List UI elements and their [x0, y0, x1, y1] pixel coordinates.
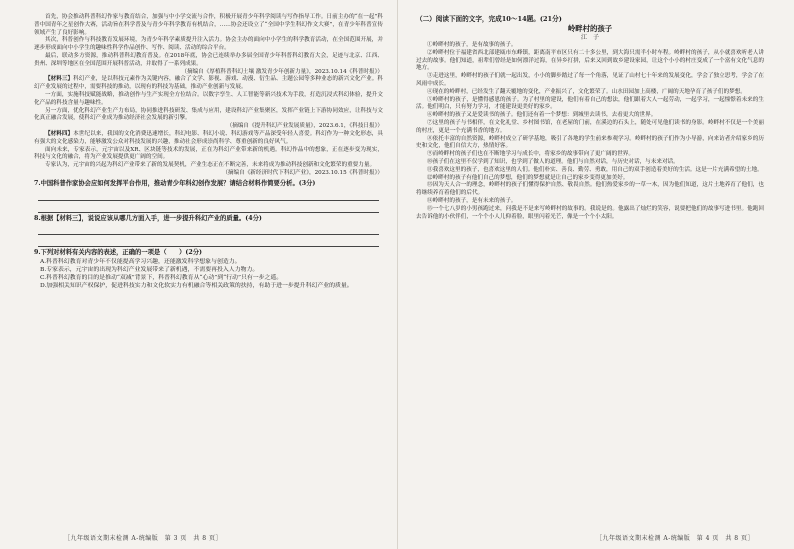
question-7: 7.中国科普作家协会应如何发挥平台作用，推动青少年科幻创作发展？请结合材料作简要分析。(3分) — [34, 179, 316, 187]
paragraph: 专家认为，元宇宙的兴起为科幻产业带来了新的发展契机，产业生态正在不断完善，未来将成为推动科技创新和文化繁荣的重要力量。 — [45, 162, 376, 169]
question-8: 8.根据【材料三】，说说应该从哪几方面入手，进一步提升科幻产业的质量。(4分) — [34, 214, 262, 222]
material-3-label: 【材料三】 — [45, 76, 74, 83]
paragraph: ⑥岭畔村的孩子又是爱读书的孩子。他们还有着一个梦想：到城里去读书，去看更大的世界。 — [427, 112, 657, 119]
choice-option[interactable]: B.专家表示，元宇宙的出现为科幻产业发展带来了新机遇，不需要再投入人力物力。 — [40, 267, 259, 274]
article-title: 岭畔村的孩子 — [567, 24, 613, 33]
source-2: （摘编自《提升科幻产业发展质量》，2023.6.1，《科技日报》） — [226, 123, 383, 130]
answer-line[interactable] — [38, 223, 379, 235]
page-footer-4: ［九年级语文期末检测 A-统编版 第 4 页 共 8 页］ — [595, 535, 754, 542]
material-4-text: 本世纪以来，我国的文化消费迅速增长，科幻电影、科幻小说、科幻游戏等产品深受年轻人喜爱。科幻作为一种文化形态，具有强大的文化感染力，能够激发公众对科技发展的兴趣，推动社会形成崇尚科学、尊重创新的良好风气。 — [34, 130, 383, 145]
material-4-label: 【材料四】 — [45, 130, 74, 137]
paragraph: 一方面，实施科技赋能战略，推动创作与生产实现全方位结合。以数字孪生、人工智能等新兴技术为手段，打造沉浸式科幻体验，提升文化产品的科技含量与趣味性。 — [34, 91, 383, 106]
paragraph: ③走进这里，岭畔村的孩子们就一起出发，小小的脚步踏过了每一个角落，见证了山村七十年来的发展变化，学会了独立思考，学会了在风雨中成长。 — [416, 73, 764, 87]
material-3-text: 科幻产业，是以科技元素作为关键内容，融合了文学、影视、游戏、动漫、衍生品、主题公园等多种业态的新兴文化产业。科幻产业发展的过程中，需要科技的推动，以现有的科技为基础，推动产业创新与发展。 — [34, 76, 383, 91]
paragraph: 面向未来，专家表示，元宇宙以及XR、区块链等技术的发展，正在为科幻产业带来新的机遇。科幻作品中的想象，正在逐步变为现实，科技与文化的融合，将为产业发展提供更广阔的空间。 — [34, 146, 383, 161]
paragraph: ⑧依托丰富的自然资源，岭畔村成立了研学基地，吸引了各地的学生前来参观学习。岭畔村的孩子们作为小导游，向来访者介绍家乡的历史和文化，他们自信大方，热情好客。 — [416, 135, 764, 150]
paragraph: ⑮一个七八岁的小男孩跑过来，问我是不是来写岭畔村的故事的。我说是的。他露出了灿烂的笑容，说要把他们的故事写进书里。他跑回去告诉他的小伙伴们，一个个小人儿仰着脸，眼里闪着光芒，像是一个个小太阳。 — [416, 205, 764, 220]
question-9-options — [34, 258, 383, 290]
article-body — [416, 42, 764, 221]
choice-option[interactable]: D.加强相关知识产权保护，促进科技实力和文化软实力有机融合等相关政策的扶持，有助于进一步提升科幻产业的质量。 — [40, 283, 353, 290]
paragraph: ①岭畔村的孩子，是有故事的孩子。 — [427, 42, 517, 48]
paragraph: 首先，协会推动科普科幻作家与教育结合，加强与中小学交流与合作，积极开展青少年科学阅读与写作指导工作。日前主办的“在一起”科普中国青年之星创作大赛，活动旨在科学普及与青少年科学教育有机结合，……协会还设立了“全国中学生科幻作文大赛”，在青少年科普宣传领域产生了良好影响。 — [34, 14, 383, 36]
answer-line[interactable] — [38, 201, 379, 213]
choice-option[interactable]: C.科普科幻教育的目的是推动“双减”背景下，科普科幻教育从“心动”到“行动”只有一步之遥。 — [40, 275, 283, 282]
material-3-paragraphs — [34, 92, 383, 123]
paragraph: 另一方面，优化科幻产业生产力布局，协同推进科技研发、集成与应用，建设科幻产业集聚区，发挥产业链上下游协同效应，让科技与文化真正融合发展，使科幻产业成为推动经济社会发展的新引擎。 — [34, 107, 383, 122]
paragraph: ⑦这里的孩子与书相伴，在文化礼堂、乡村图书馆，在老屋的门前，在溪边的石头上，随处可见他们读书的身影。岭畔村不仅是一个美丽的村庄，更是一个充满书香的地方。 — [416, 119, 764, 134]
paragraph: ④现在的岭畔村，已经发生了翻天覆地的变化，产业振兴了，文化繁荣了。山水田园加上高楼，广阔的天地孕育了孩子们的梦想。 — [427, 88, 746, 95]
choice-option[interactable]: A.科普科幻教育对青少年不仅能提高学习兴趣，还能激发科学想象与创造力。 — [40, 259, 241, 266]
answer-line[interactable] — [38, 189, 379, 201]
section-heading: （二）阅读下面的文字，完成10～14题。(21分) — [416, 15, 562, 23]
paragraph: ⑪我喜欢这里的孩子，也喜欢这里的人们。他们朴实、善良、勤劳、勇敢，用自己的双手创造着美好的生活。这是一片充满希望的土地。 — [427, 166, 763, 173]
paragraph: ⑬因为天人合一的理念，岭畔村的孩子们懂得保护自然、敬畏自然。他们热爱家乡的一草一木，因为他们知道，这片土地养育了他们，也将继续养育着他们的后代。 — [416, 182, 764, 197]
material-3 — [34, 76, 383, 92]
paragraph: 最后，联动多方资源，推动科普科幻教育普及。在2018年底，协会已连续举办多届全国青少年科普科幻教育大会，足迹与北京、江西、贵州、深圳等地区在全国范围开展科普活动，并取得了一系列成果。 — [34, 52, 383, 67]
article-author: 江 子 — [580, 34, 599, 41]
paragraph: ⑨而岭畔村的孩子们也在不断地学习与成长中，将家乡的故事带向了更广阔的世界。 — [427, 151, 634, 158]
paragraph: ⑭岭畔村的孩子，是有未来的孩子。 — [427, 197, 517, 204]
right-page — [397, 0, 794, 549]
left-intro-paragraphs — [34, 14, 383, 69]
source-3: （摘编自《新经济时代下科幻产业》，2023.10.15《科普时报》） — [222, 169, 383, 176]
paragraph: ⑤岭畔村的孩子，是懂得感恩的孩子。为了村里的建设，他们有着自己的想法，他们跟着大人一起劳动，一起学习，一起憧憬着未来的生活。他们明白，只有努力学习，才能建设更美好的家乡。 — [416, 96, 764, 111]
paragraph: ②岭畔村位于福建省西北部建瓯市东峰镇，距离南平市区只有二十多公里，到大海只需半小时车程。岭畔村的孩子，从小就喜欢听老人讲过去的故事。他们知道，祖辈们曾经是如何漂洋过海，在异乡打拼，后来又回到故乡建设家园，让这个小小的村庄变成了一个富有文化气息的地方。 — [416, 49, 764, 72]
material-4 — [34, 131, 383, 147]
paragraph: ⑫岭畔村的孩子有他们自己的梦想，他们的梦想就是让自己的家乡变得更加美好。 — [427, 174, 629, 181]
question-9: 9.下列对材料有关内容的表述，正确的一项是（ ）(2分) — [34, 249, 203, 257]
answer-line[interactable] — [38, 235, 379, 247]
source-1: （摘编自《厚植科普科幻土壤 激发青少年创新力量》，2023.10.14《科普时报》） — [181, 68, 383, 75]
page-footer-3: ［九年级语文期末检测 A-统编版 第 3 页 共 8 页］ — [64, 535, 223, 542]
paragraph: 其次，科普创作与科技教育发展环境，为青少年科学素质提升注入活力。协会主办的面向中小学生的科学教育活动，在全国范围开展，并逐步形成面向中小学生的趣味性科学作品创作、写作、阅读、活动的综合平台。 — [34, 37, 383, 52]
material-4-paragraphs — [34, 147, 383, 170]
paragraph: ⑩孩子们在这里不仅学到了知识，也学到了做人的道理。他们与自然对话，与历史对话，与未来对话。 — [427, 158, 679, 165]
